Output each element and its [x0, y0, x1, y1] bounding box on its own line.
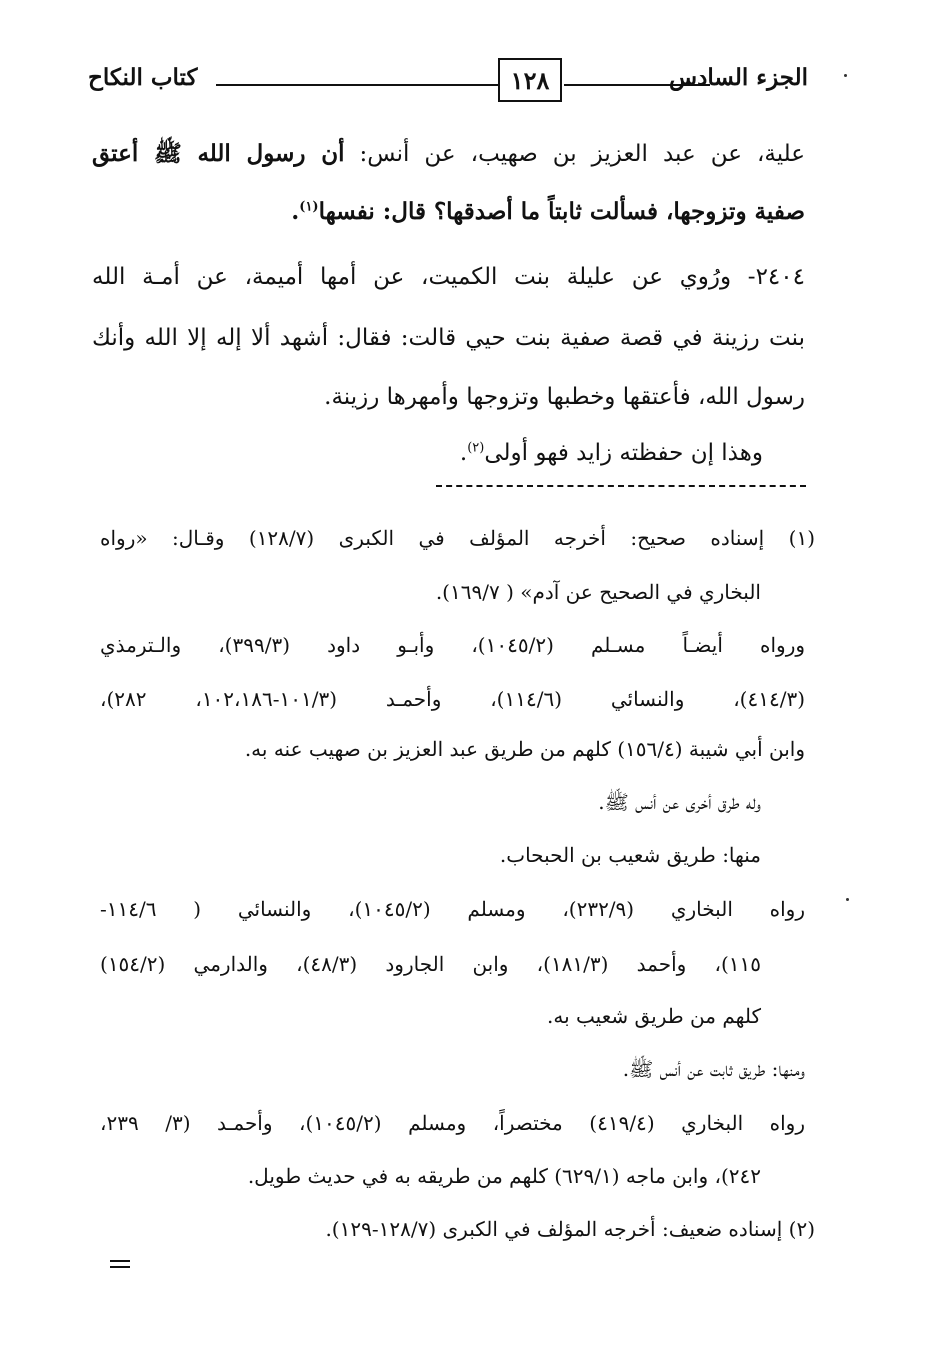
footnote-1-line-8: رواه البخاري (٢٣٢/٩)، ومسلم (١٠٤٥/٢)، والنسائي ( ١١٤/٦- — [100, 897, 805, 921]
volume-title: الجزء السادس — [669, 64, 808, 91]
footnote-1-line-10: كلهم من طريق شعيب به. — [547, 1004, 761, 1028]
footnote-1-line-13: ٢٤٢)، وابن ماجه (٦٢٩/١) كلهم من طريقه به في حديث طويل. — [247, 1164, 761, 1188]
scan-speck — [844, 74, 847, 77]
page-header — [88, 58, 808, 108]
main-line-2: صفية وتزوجها، فسألت ثابتاً ما أصدقها؟ قال: نفسها$^{(١)}$. — [291, 198, 805, 225]
main-line-4: بنت رزينة في قصة صفية بنت حيي قالت: فقال: أشهد ألا إله إلا الله وأنك — [92, 325, 805, 351]
main-line-3: ٢٤٠٤- ورُوي عن عليلة بنت الكميت، عن أمها أميمة، عن أمـة الله — [92, 264, 805, 290]
page-number: ١٢٨ — [498, 58, 562, 102]
main-line-6-text: وهذا إن حفظته زايد فهو أولى — [484, 440, 763, 466]
footnote-2-line-1 — [325, 1217, 815, 1241]
footnote-1-line-7: منها: طريق شعيب بن الحبحاب. — [499, 843, 761, 867]
footnote-1-line-11: ومنها: طريق ثابت عن أنس ﷺ. — [622, 1057, 805, 1081]
main-line-1-plain: علية، عن عبد العزيز بن صهيب، عن أنس: — [359, 141, 806, 167]
main-line-1 — [92, 140, 805, 169]
scan-speck — [846, 898, 849, 901]
chapter-title: كتاب النكاح — [88, 64, 198, 91]
footnote-1-line-12: رواه البخاري (٤١٩/٤) مختصراً، ومسلم (١٠٤٥/٢)، وأحمـد (٣/ ٢٣٩، — [100, 1111, 805, 1135]
main-line-2-text: صفية وتزوجها، فسألت ثابتاً ما أصدقها؟ قال: نفسها — [318, 198, 805, 225]
main-line-1-bold: أن رسول الله ﷺ أعتق — [92, 140, 345, 167]
footnote-1-line-5: وابن أبي شيبة (١٥٦/٤) كلهم من طريق عبد العزيز بن صهيب عنه به. — [244, 737, 805, 761]
footnote-1-line-2: البخاري في الصحيح عن آدم» ( ١٦٩/٧). — [435, 580, 761, 604]
footnote-1-text: إسناده صحيح: أخرجه المؤلف في الكبرى (١٢٨/٧) وقـال: «رواه — [100, 526, 765, 550]
footnote-1-line-4: (٤١٤/٣)، والنسائي (١١٤/٦)، وأحمـد (١٠١/٣-١٠٢،١٨٦، ٢٨٢)، — [100, 687, 806, 711]
header-rule-left — [216, 84, 498, 86]
main-line-6: وهذا إن حفظته زايد فهو أولى$^{(٢)}$. — [459, 440, 763, 466]
footnote-2-number: (٢) — [788, 1217, 815, 1241]
footnote-1-line-3: ورواه أيضـاً مسـلم (١٠٤٥/٢)، وأبـو داود (٣٩٩/٣)، والـترمذي — [100, 633, 806, 657]
footnote-1-line-6: وله طرق أخرى عن أنس ﷺ. — [598, 790, 761, 814]
footnote-ref-2: (٢) — [467, 440, 485, 456]
footnote-1-line-1 — [100, 526, 815, 550]
footnote-2-text: إسناده ضعيف: أخرجه المؤلف في الكبرى (١٢٨/٧-١٢٩). — [325, 1217, 783, 1241]
main-line-5: رسول الله، فأعتقها وخطبها وتزوجها وأمهرها رزينة. — [324, 384, 805, 410]
end-mark — [110, 1260, 130, 1272]
footnote-divider — [436, 485, 806, 487]
footnote-ref-1: (١) — [299, 199, 319, 215]
footnote-1-line-9: ١١٥)، وأحمد (١٨١/٣)، وابن الجارود (٤٨/٣)، والدارمي (١٥٤/٢) — [100, 952, 761, 976]
footnote-1-number: (١) — [788, 526, 816, 550]
